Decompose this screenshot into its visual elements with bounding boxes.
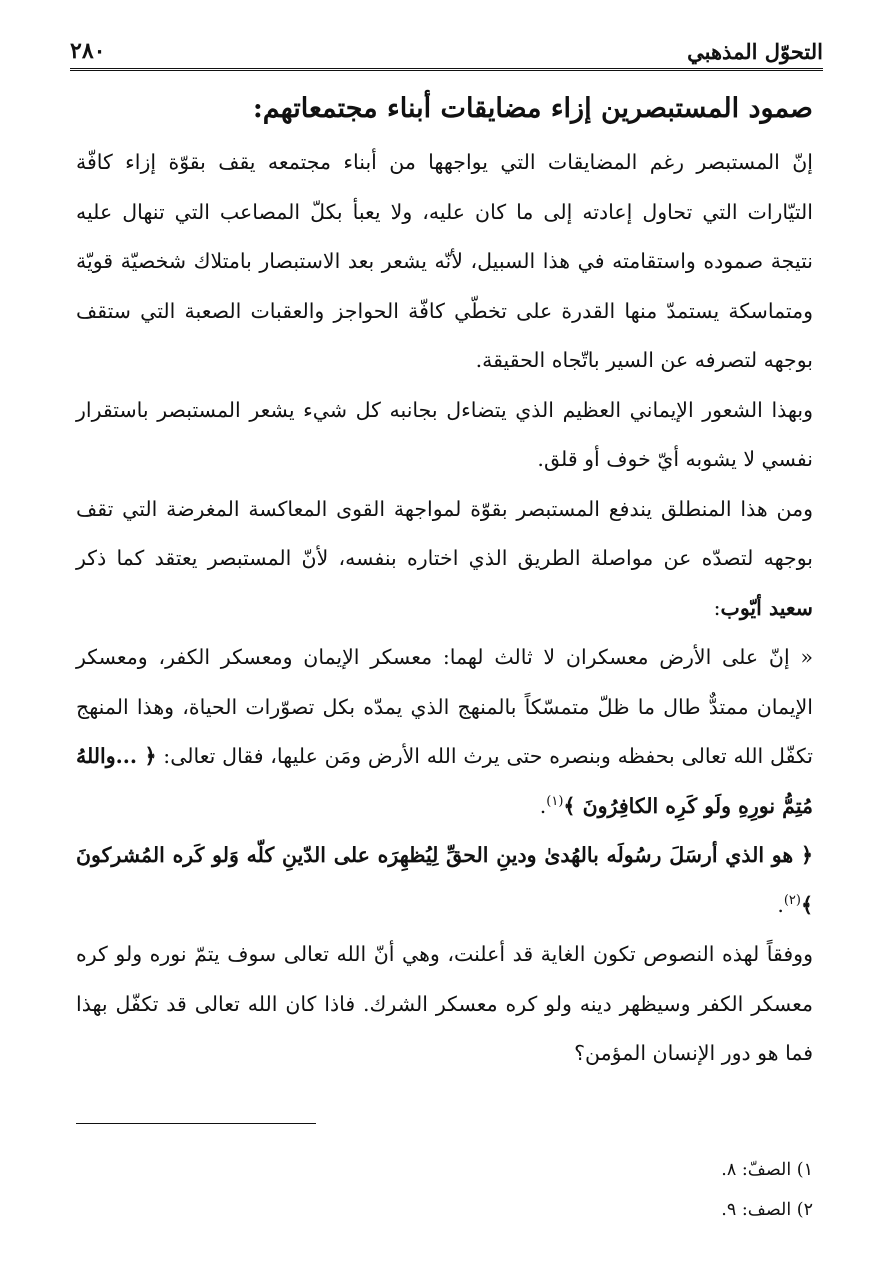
footnotes <box>76 1150 813 1230</box>
paragraph-1: إنّ المستبصر رغم المضايقات التي يواجهها من أبناء مجتمعه يقف بقوّة إزاء كافّة التيّارات التي تحاول إعادته إلى ما كان عليه، ولا يعبأ بكلّ المصاعب التي تنهال عليه نتيجة صموده واستقامته في هذا السبيل، لأنّه يشعر بعد الاستبصار بامتلاك شخصيّة قويّة ومتماسكة يستمدّ منها القدرة على تخطّي كافّة الحواجز والعقبات الصعبة التي ستقف بوجهه لتصرفه عن السير باتّجاه الحقيقة. <box>76 150 813 372</box>
paragraph-3 <box>76 485 813 634</box>
verse-paragraph <box>76 831 813 930</box>
quran-verse-1: ﴿ ...واللهُ مُتِمُّ نورِهِ ولَو كَرِه الكافِرُونَ ﴾ <box>76 744 813 818</box>
quotation-text: « إنّ على الأرض معسكران لا ثالث لهما: معسكر الإيمان ومعسكر الكفر، ومعسكر الإيمان ممتدٌّ طال ما ظلّ متمسّكاً بالمنهج الذي يمدّه بكل تصوّرات الحياة، وهذا المنهج تكفّل الله تعالى بحفظه وبنصره حتى يرث الله الأرض ومَن عليها، فقال تعالى: <box>76 645 813 768</box>
book-title: التحوّل المذهبي <box>687 39 823 64</box>
quotation-end: . <box>539 793 547 818</box>
page-number: ٢٨٠ <box>70 38 106 64</box>
footnote-divider <box>76 1123 316 1124</box>
paragraph-3-text: ومن هذا المنطلق يندفع المستبصر بقوّة لمواجهة القوى المعاكسة المغرضة التي تقف بوجهه لتصدّه عن مواصلة الطريق الذي اختاره بنفسه، لأنّ المستبصر يعتقد كما ذكر <box>76 496 813 570</box>
section-heading: صمود المستبصرين إزاء مضايقات أبناء مجتمعاتهم: <box>252 93 813 124</box>
footnote-1: ١) الصفّ: ٨. <box>721 1160 813 1180</box>
paragraph-2: وبهذا الشعور الإيماني العظيم الذي يتضاءل بجانبه كل شيء يشعر المستبصر باستقرار نفسي لا يشوبه أيّ خوف أو قلق. <box>76 397 813 471</box>
paragraph-6: ووفقاً لهذه النصوص تكون الغاية قد أعلنت، وهي أنّ الله تعالى سوف يتمّ نوره ولو كره معسكر الكفر وسيظهر دينه ولو كره معسكر الشرك. فاذا كان الله تعالى قد تكفّل بهذا فما هو دور الإنسان المؤمن؟ <box>76 942 813 1065</box>
quran-verse-2: ﴿ هو الذي أرسَلَ رسُولَه بالهُدىٰ ودينِ الحقِّ لِيُظهِرَه على الدّينِ كلّه وَلو كَره المُشركونَ ﴾ <box>76 843 813 917</box>
verse-paragraph-end: . <box>777 892 784 917</box>
page-body <box>76 84 813 1079</box>
footnote-2: ٢) الصف: ٩. <box>721 1200 813 1220</box>
running-header <box>70 30 823 71</box>
footnote-ref-2: (٢) <box>783 892 801 908</box>
author-name: سعيد أيّوب <box>720 595 813 620</box>
quotation-paragraph <box>76 633 813 831</box>
paragraph-3-end: : <box>713 595 721 620</box>
footnote-ref-1: (١) <box>546 793 564 809</box>
